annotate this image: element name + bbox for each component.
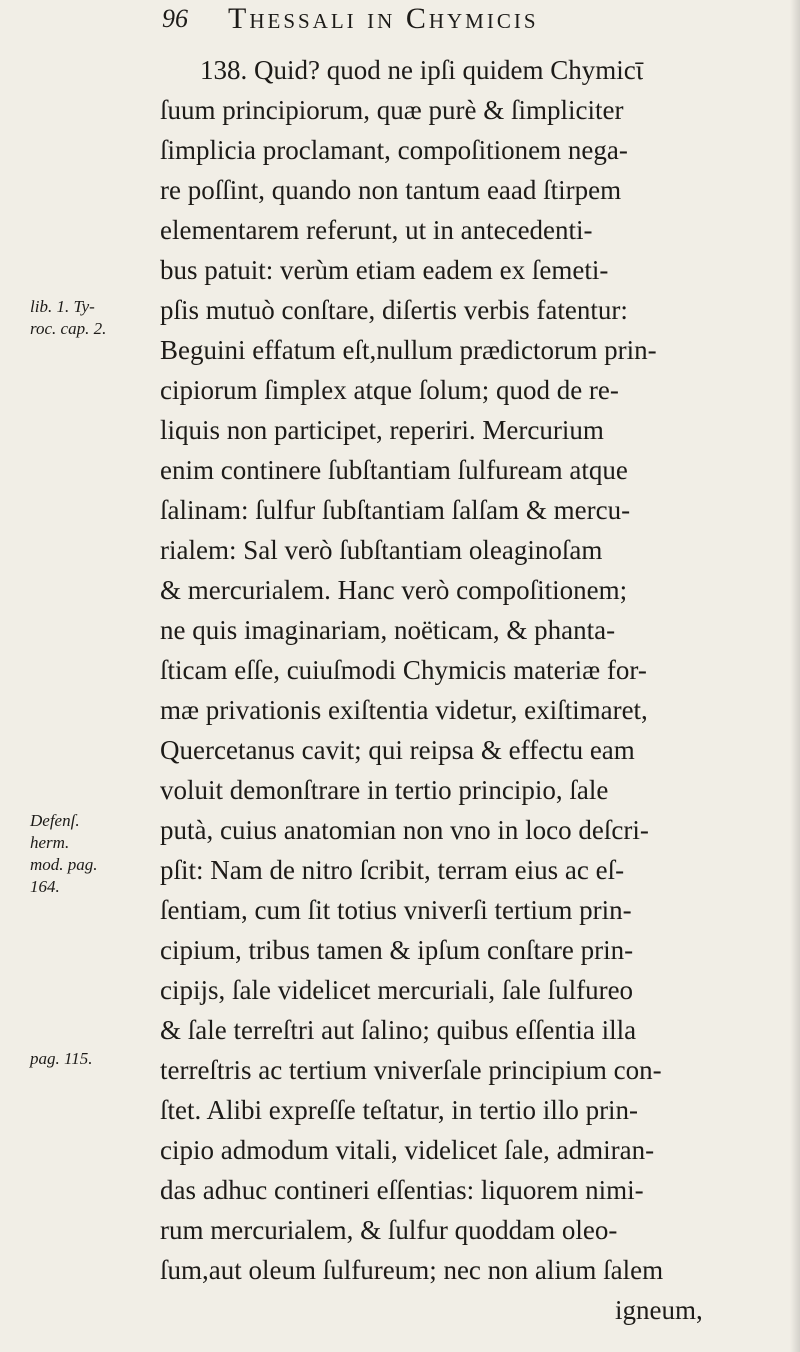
marginal-note-line: lib. 1. Ty- — [30, 297, 95, 316]
text-line-5: elementarem referunt, ut in antecedenti- — [160, 215, 593, 245]
text-line-23: cipium, tribus tamen & ipſum conſtare prin- — [160, 935, 634, 965]
text-line-16: ſticam eſſe, cuiuſmodi Chymicis materiæ for- — [160, 655, 647, 685]
page-number: 96 — [162, 4, 188, 33]
text-line-9: cipiorum ſimplex atque ſolum; quod de re- — [160, 375, 619, 405]
text-line-29: das adhuc contineri eſſentias: liquorem nimi- — [160, 1175, 644, 1205]
text-line-1: 138. Quid? quod ne ipſi quidem Chymicῑ — [200, 55, 643, 85]
text-line-31: ſum,aut oleum ſulfureum; nec non alium ſalem — [160, 1255, 664, 1285]
text-line-7: pſis mutuò conſtare, diſertis verbis fatentur: — [160, 295, 628, 325]
text-line-2: ſuum principiorum, quæ purè & ſimpliciter — [160, 95, 624, 125]
text-line-15: ne quis imaginariam, noëticam, & phanta- — [160, 615, 616, 645]
marginal-note-lib-tyroc — [30, 296, 106, 340]
marginal-note-line: mod. pag. — [30, 855, 98, 874]
marginal-note-line: roc. cap. 2. — [30, 319, 107, 338]
running-head: Thessali in Chymicis — [228, 2, 539, 35]
text-line-11: enim continere ſubſtantiam ſulfuream atque — [160, 455, 628, 485]
text-line-10: liquis non participet, reperiri. Mercurium — [160, 415, 604, 445]
text-line-18: Quercetanus cavit; qui reipsa & effectu eam — [160, 735, 635, 765]
marginal-note-line: Defenſ. — [30, 811, 80, 830]
marginal-note-line: 164. — [30, 877, 60, 896]
text-line-3: ſimplicia proclamant, compoſitionem nega- — [160, 135, 628, 165]
text-line-6: bus patuit: verùm etiam eadem ex ſemeti- — [160, 255, 609, 285]
marginal-note-defens-herm — [30, 810, 98, 898]
text-line-13: rialem: Sal verò ſubſtantiam oleaginoſam — [160, 535, 603, 565]
text-line-22: ſentiam, cum ſit totius vniverſi tertium prin- — [160, 895, 632, 925]
page-edge-shadow — [790, 0, 800, 1352]
text-line-4: re poſſint, quando non tantum eaad ſtirpem — [160, 175, 622, 205]
text-line-25: & ſale terreſtri aut ſalino; quibus eſſentia illa — [160, 1015, 637, 1045]
text-line-30: rum mercurialem, & ſulfur quoddam oleo- — [160, 1215, 618, 1245]
text-line-14: & mercurialem. Hanc verò compoſitionem; — [160, 575, 628, 605]
text-line-8: Beguini effatum eſt,nullum prædictorum prin- — [160, 335, 657, 365]
marginal-note-page-ref — [30, 1048, 93, 1070]
text-line-28: cipio admodum vitali, videlicet ſale, admiran- — [160, 1135, 655, 1165]
text-line-19: voluit demonſtrare in tertio principio, ſale — [160, 775, 609, 805]
text-line-12: ſalinam: ſulfur ſubſtantiam ſalſam & mercu- — [160, 495, 631, 525]
catchword: igneum, — [615, 1295, 703, 1325]
text-line-17: mæ privationis exiſtentia videtur, exiſtimaret, — [160, 695, 648, 725]
marginal-note-line: pag. 115. — [30, 1049, 93, 1068]
text-line-21: pſit: Nam de nitro ſcribit, terram eius ac eſ- — [160, 855, 625, 885]
text-line-24: cipijs, ſale videlicet mercuriali, ſale ſulfureo — [160, 975, 634, 1005]
marginal-note-line: herm. — [30, 833, 70, 852]
text-line-20: putà, cuius anatomian non vno in loco deſcri- — [160, 815, 649, 845]
text-line-27: ſtet. Alibi expreſſe teſtatur, in tertio illo prin- — [160, 1095, 639, 1125]
text-line-26: terreſtris ac tertium vniverſale principium con- — [160, 1055, 662, 1085]
